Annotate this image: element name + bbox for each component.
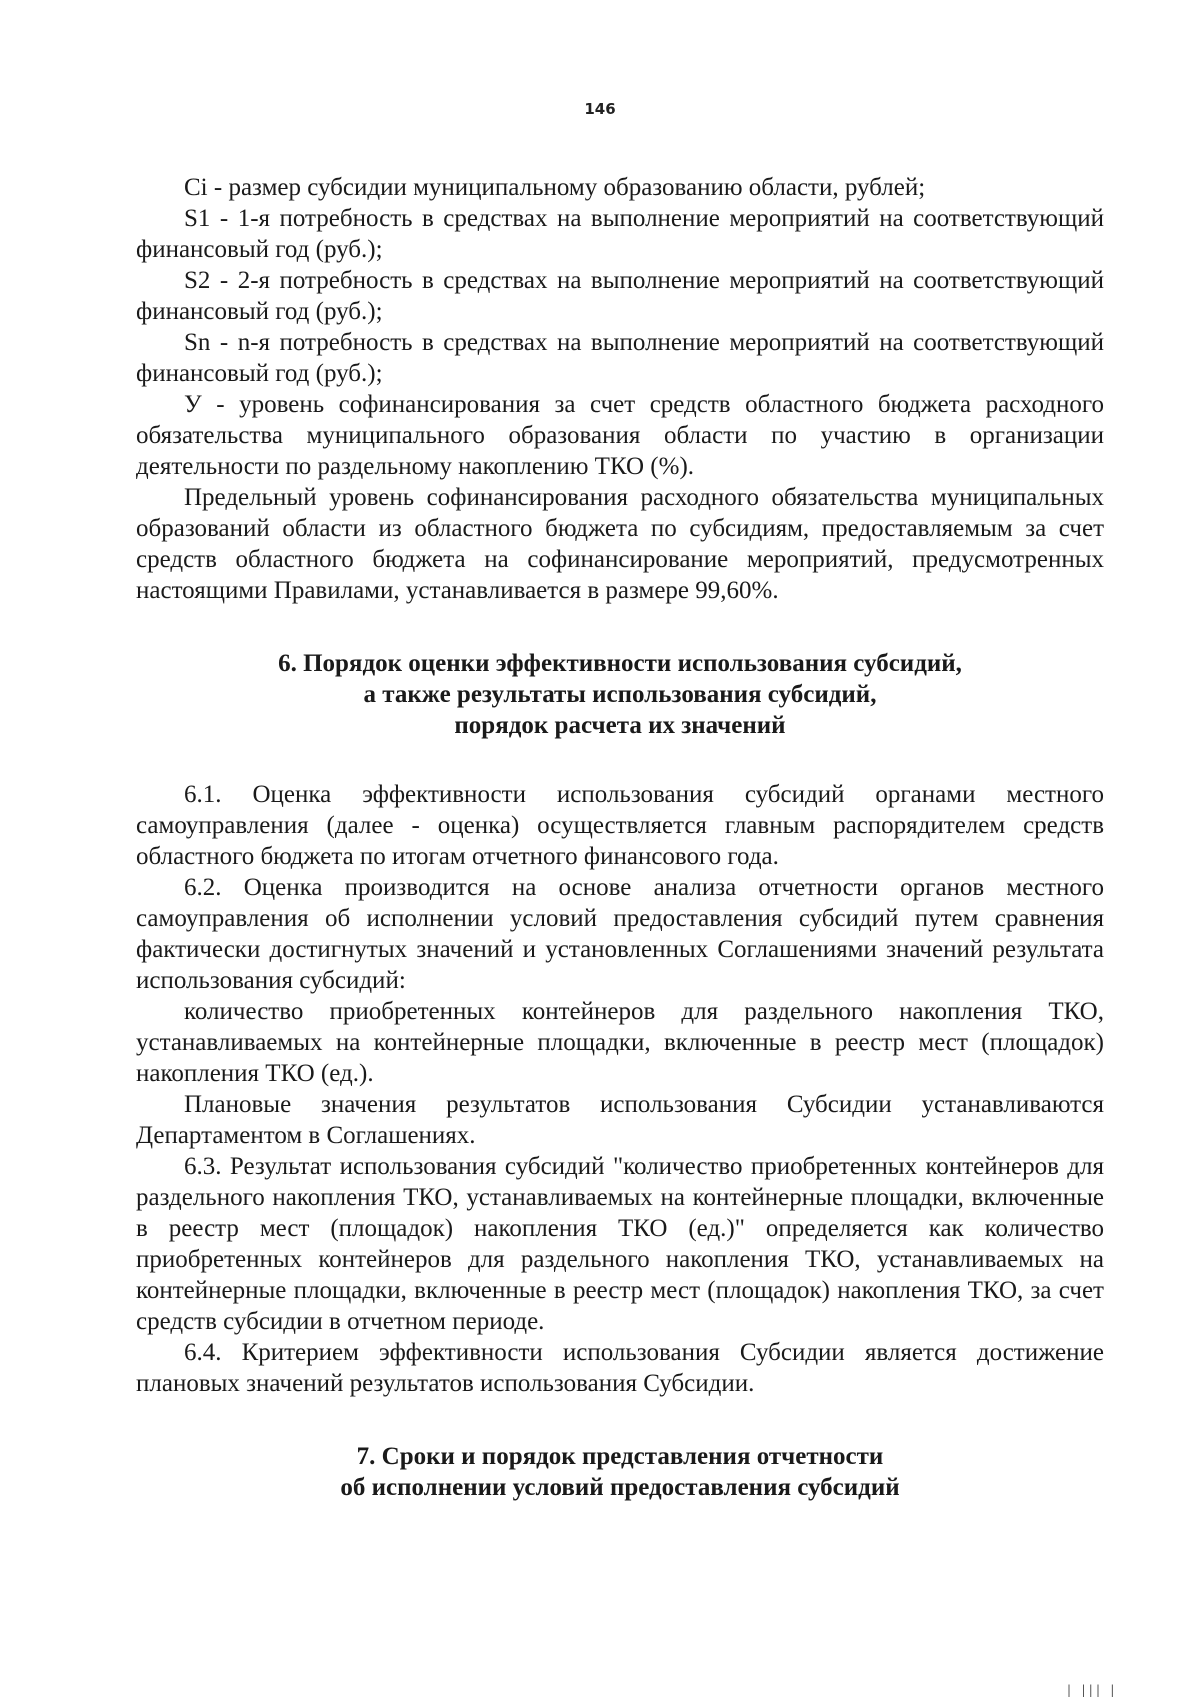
paragraph-6-1: 6.1. Оценка эффективности использования субсидий органами местного самоуправления (далее - оценка) осуществляется главным распорядителем средств областного бюджета по итогам отчетного финансового года.	[136, 781, 1104, 870]
definition-u: У - уровень софинансирования за счет средств областного бюджета расходного обязательства муниципального образования области по участию в организации деятельности по раздельному накоплению ТКО (%).	[136, 391, 1104, 480]
definition-ci: Ci - размер субсидии муниципальному образованию области, рублей;	[184, 174, 926, 201]
paragraph-6-2: 6.2. Оценка производится на основе анализа отчетности органов местного самоуправления об исполнении условий предоставления субсидий путем сравнения фактически достигнутых значений и установленных Соглашениями значений результата использования субсидий:	[136, 874, 1104, 994]
definition-sn: Sn - n-я потребность в средствах на выполнение мероприятий на соответствующий финансовый год (руб.);	[136, 329, 1104, 387]
paragraph-6-2-result: количество приобретенных контейнеров для раздельного накопления ТКО, устанавливаемых на контейнерные площадки, включенные в реестр мест (площадок) накопления ТКО (ед.).	[136, 998, 1104, 1087]
paragraph-6-3: 6.3. Результат использования субсидий "количество приобретенных контейнеров для раздельного накопления ТКО, устанавливаемых на контейнерные площадки, включенные в реестр мест (площадок) накопления ТКО (ед.)" определяется как количество приобретенных контейнеров для раздельного накопления ТКО, устанавливаемых на контейнерные площадки, включенные в реестр мест (площадок) накопления ТКО, за счет средств субсидии в отчетном периоде.	[136, 1153, 1104, 1335]
definition-s1: S1 - 1-я потребность в средствах на выполнение мероприятий на соответствующий финансовый год (руб.);	[136, 205, 1104, 263]
paragraph-6-4: 6.4. Критерием эффективности использования Субсидии является достижение плановых значений результатов использования Субсидии.	[136, 1339, 1104, 1397]
definition-s2: S2 - 2-я потребность в средствах на выполнение мероприятий на соответствующий финансовый год (руб.);	[136, 267, 1104, 325]
cofinancing-limit-paragraph: Предельный уровень софинансирования расходного обязательства муниципальных образований области из областного бюджета по субсидиям, предоставляемым за счет средств областного бюджета на софинансирование мероприятий, предусмотренных настоящими Правилами, устанавливается в размере 99,60%.	[136, 484, 1104, 604]
document-body	[136, 172, 1104, 1503]
section-6-heading: 6. Порядок оценки эффективности использования субсидий, а также результаты использования субсидий, порядок расчета их значений	[278, 650, 962, 739]
page-number: 146	[584, 100, 616, 118]
scan-edge-marks: | ||| |	[1065, 1683, 1116, 1697]
section-7-heading: 7. Сроки и порядок представления отчетности об исполнении условий предоставления субсидий	[340, 1443, 900, 1501]
paragraph-planned-values: Плановые значения результатов использования Субсидии устанавливаются Департаментом в Соглашениях.	[136, 1091, 1104, 1149]
